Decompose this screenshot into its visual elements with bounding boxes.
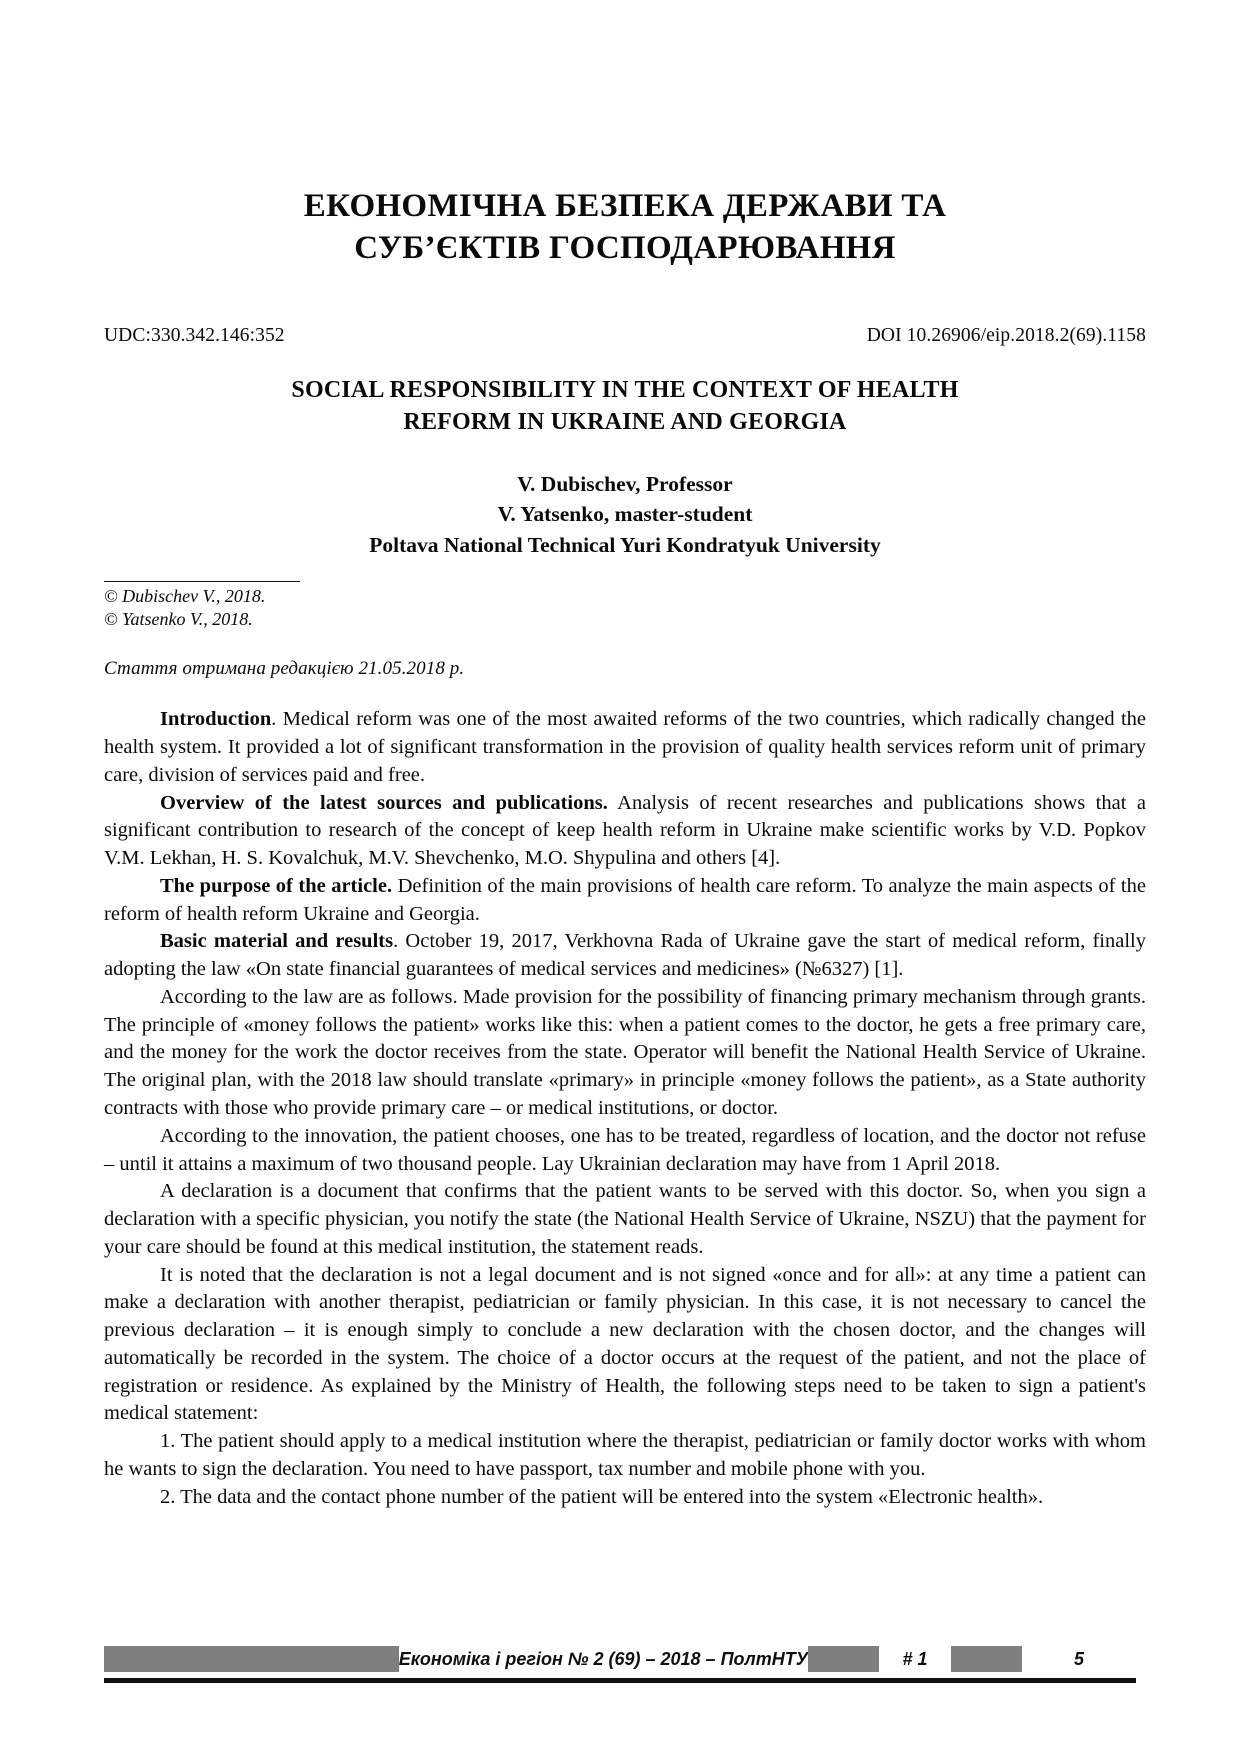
paragraph-introduction [104, 706, 1146, 789]
author-affiliation: Poltava National Technical Yuri Kondratyuk University [369, 533, 881, 557]
udc-code: UDC:330.342.146:352 [104, 325, 285, 347]
paragraph-label-overview: Overview of the latest sources and publications. [160, 791, 608, 814]
article-title [104, 347, 1146, 439]
article-title-line-1: SOCIAL RESPONSIBILITY IN THE CONTEXT OF HEALTH [291, 377, 959, 404]
article-title-line-2: REFORM IN UKRAINE AND GEORGIA [403, 409, 847, 436]
page-content-column [104, 0, 1146, 1512]
footer-gray-block-left [104, 1646, 399, 1672]
paragraph-innovation: According to the innovation, the patient chooses, one has to be treated, regardless of location, and the doctor not refuse – until it attains a maximum of two thousand people. Lay Ukrainian declaration may have from 1 April 2018. [104, 1124, 1146, 1175]
list-item-step-1: 1. The patient should apply to a medical institution where the therapist, pediatrician or family doctor works with whom he wants to sign the declaration. You need to have passport, tax number and mobile phone with you. [104, 1430, 1146, 1480]
paragraph-declaration-not-legal: It is noted that the declaration is not a legal document and is not signed «once and for all»: at any time a patient can make a declaration with another therapist, pediatrician or family physician. In this case, it is not necessary to cancel the previous declaration – it is enough simply to conclude a new declaration with the chosen doctor, and the changes will automatically be recorded in the system. The choice of a doctor occurs at the request of the patient, and not the place of registration or residence. As explained by the Ministry of Health, the following steps need to be taken to sign a patient's medical statement: [104, 1263, 1146, 1425]
paragraph-purpose [104, 873, 1146, 929]
list-item-step-2: 2. The data and the contact phone number of the patient will be entered into the system «Electronic health». [160, 1485, 1044, 1508]
author-name-1: V. Dubischev, Professor [517, 471, 733, 496]
paragraph-text-purpose: Definition of the main provisions of health care reform. To analyze the main aspects of the reform of health reform Ukraine and Georgia. [104, 874, 1146, 925]
journal-rubric-heading [104, 0, 1146, 269]
paragraph-label-basic-material: Basic material and results [160, 930, 394, 953]
footer-issue-mark: # 1 [879, 1646, 952, 1672]
page-footer [104, 1646, 1136, 1683]
paragraph-label-introduction: Introduction [160, 708, 272, 731]
paragraph-basic-material [104, 928, 1146, 984]
paragraph-according-to-law: According to the law are as follows. Made provision for the possibility of financing primary mechanism through grants. The principle of «money follows the patient» works like this: when a patient comes to the doctor, he gets a free primary care, and the money for the work the doctor receives from the state. Operator will benefit the National Health Service of Ukraine. The original plan, with the 2018 law should translate «primary» in principle «money follows the patient», as a State authority contracts with those who provide primary care – or medical institutions, or doctor. [104, 985, 1146, 1120]
copyright-line-1: © Dubischev V., 2018. [104, 585, 266, 606]
footer-gray-block-middle [808, 1646, 879, 1672]
copyright-divider [104, 581, 300, 582]
footer-gray-block-right [951, 1646, 1022, 1672]
rubric-line-1: ЕКОНОМІЧНА БЕЗПЕКА ДЕРЖАВИ ТА [303, 188, 947, 224]
paragraph-text-introduction: . Medical reform was one of the most awaited reforms of the two countries, which radically changed the health system. It provided a lot of significant transformation in the provision of quality health services reform unit of primary care, division of services paid and free. [104, 708, 1146, 786]
udc-doi-row [104, 325, 1146, 347]
doi-code: DOI 10.26906/eip.2018.2(69).1158 [866, 325, 1146, 347]
paragraph-text-overview: Analysis of recent researches and publications shows that a significant contribution to research of the concept of keep health reform in Ukraine make scientific works by V.D. Popkov V.M. Lekhan, H. S. Kovalchuk, M.V. Shevchenko, M.O. Shypulina and others [4]. [104, 791, 1146, 870]
footer-journal-title: Економіка і регіон № 2 (69) – 2018 – ПолтНТУ [399, 1646, 808, 1672]
paragraph-label-purpose: The purpose of the article. [160, 874, 393, 897]
received-date-note: Стаття отримана редакцією 21.05.2018 р. [104, 658, 465, 680]
paragraph-text-basic-material: . October 19, 2017, Verkhovna Rada of Ukraine gave the start of medical reform, finally adopting the law «On state financial guarantees of medical services and medicines» (№6327) [1]. [104, 930, 1146, 981]
article-body [104, 680, 1146, 1511]
copyright-line-2: © Yatsenko V., 2018. [104, 608, 253, 629]
rubric-line-2: СУБ’ЄКТІВ ГОСПОДАРЮВАННЯ [354, 229, 896, 266]
footer-page-number: 5 [1022, 1646, 1136, 1672]
copyright-block [104, 581, 1146, 632]
author-block [104, 439, 1146, 561]
paragraph-overview [104, 790, 1146, 873]
author-name-2: V. Yatsenko, master-student [497, 502, 753, 527]
paragraph-declaration-definition: A declaration is a document that confirms that the patient wants to be served with this doctor. So, when you sign a declaration with a specific physician, you notify the state (the National Health Service of Ukraine, NSZU) that the payment for your care should be found at this medical institution, the statement reads. [104, 1180, 1146, 1258]
